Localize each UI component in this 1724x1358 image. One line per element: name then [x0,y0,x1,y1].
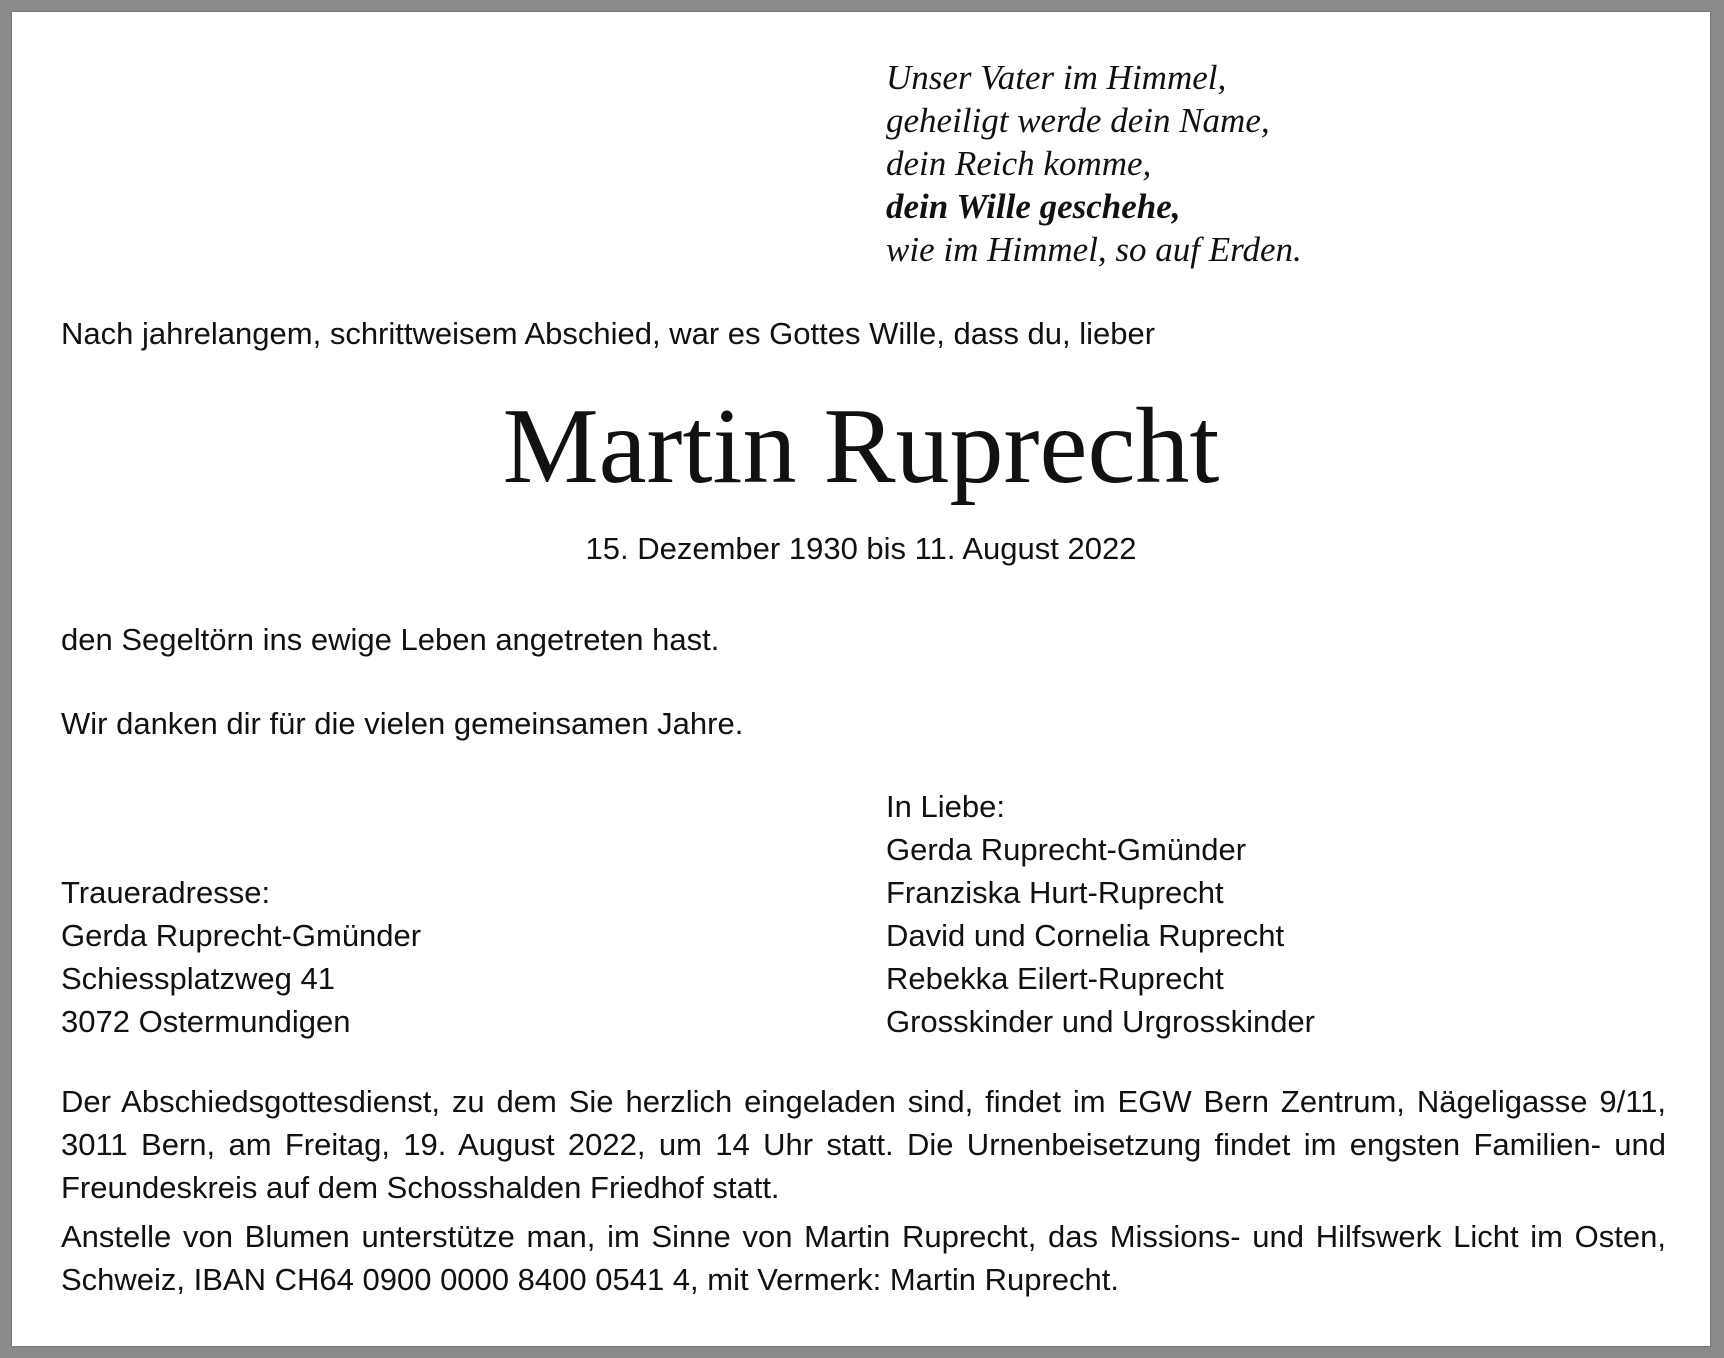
verse-line: Unser Vater im Himmel, [886,58,1227,97]
address-label: Traueradresse: [61,875,271,910]
prayer-verse [886,56,1302,271]
family-member: Rebekka Eilert-Ruprecht [886,961,1224,996]
donation-paragraph: Anstelle von Blumen unterstütze man, im Sinne von Martin Ruprecht, das Missions- und Hilfswerk Licht im Osten, Schweiz, IBAN CH64 0900 0000 8400 0541 4, mit Vermerk: Martin Ruprecht. [61,1219,1666,1297]
address-street: Schiessplatzweg 41 [61,961,335,996]
verse-line: wie im Himmel, so auf Erden. [886,230,1302,269]
verse-line: geheiligt werde dein Name, [886,101,1270,140]
obituary-page [12,12,1710,1346]
family-member: David und Cornelia Ruprecht [886,918,1285,953]
thanks-sentence: Wir danken dir für die vielen gemeinsamen Jahre. [61,706,744,741]
service-paragraph: Der Abschiedsgottesdienst, zu dem Sie herzlich eingeladen sind, findet im EGW Bern Zentrum, Nägeligasse 9/11, 3011 Bern, am Freitag, 19. August 2022, um 14 Uhr statt. Die Urnenbeisetzung findet im engsten Familien- und Freundeskreis auf dem Schosshalden Friedhof statt. [61,1084,1666,1205]
life-dates: 15. Dezember 1930 bis 11. August 2022 [585,531,1137,566]
family-label: In Liebe: [886,789,1005,824]
family-list [886,785,1315,1043]
family-member: Franziska Hurt-Ruprecht [886,875,1224,910]
family-member: Gerda Ruprecht-Gmünder [886,832,1247,867]
passing-sentence: den Segeltörn ins ewige Leben angetreten hast. [61,622,720,657]
address-city: 3072 Ostermundigen [61,1004,351,1039]
family-member: Grosskinder und Urgrosskinder [886,1004,1316,1039]
address-name: Gerda Ruprecht-Gmünder [61,918,422,953]
intro-text: Nach jahrelangem, schrittweisem Abschied, war es Gottes Wille, dass du, lieber [61,316,1156,351]
deceased-name: Martin Ruprecht [502,387,1220,506]
verse-line: dein Reich komme, [886,144,1152,183]
verse-line-bold: dein Wille geschehe, [886,187,1181,226]
mourning-address [61,871,421,1043]
